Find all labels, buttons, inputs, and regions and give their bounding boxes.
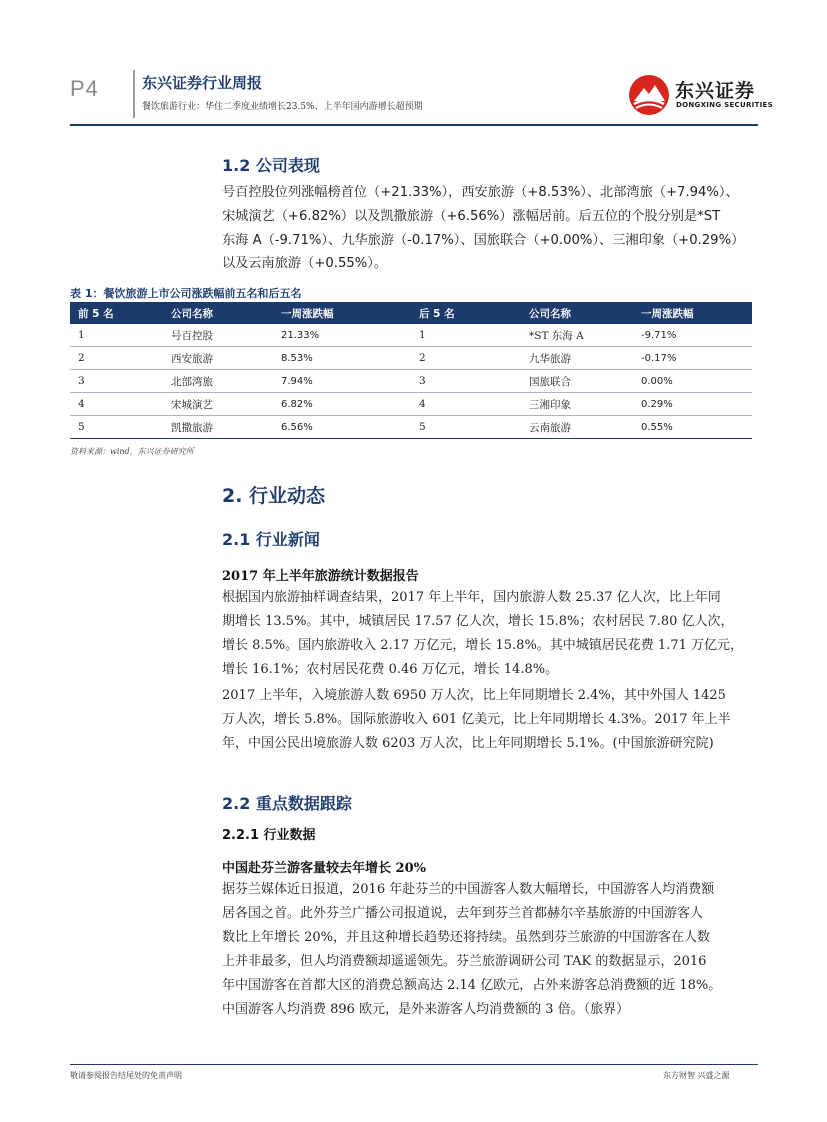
paragraph-line: 宋城演艺（+6.82%）以及凯撒旅游（+6.56%）涨幅居前。后五位的个股分别是*ST (222, 208, 721, 224)
paragraph-line: 期增长 13.5%。其中，城镇居民 17.57 亿人次，增长 15.8%；农村居民 7.80 亿人次， (222, 614, 734, 629)
rank-cell: 1 (70, 324, 163, 347)
change-cell: 0.29% (633, 393, 752, 416)
table-source: 资料来源：wind，东兴证券研究所 (70, 447, 194, 456)
table-row (70, 347, 752, 370)
change-cell: 8.53% (273, 347, 411, 370)
header-rule (70, 124, 758, 126)
change-cell: 0.55% (633, 416, 752, 439)
rank-cell: 4 (70, 393, 163, 416)
company-cell: 号百控股 (163, 324, 273, 347)
company-cell: *ST 东海 A (521, 324, 633, 347)
change-cell: 6.56% (273, 416, 411, 439)
footer-disclaimer: 敬请参阅报告结尾处的免责声明 (70, 1071, 182, 1080)
paragraph-line: 年中国游客在首都大区的消费总额高达 2.14 亿欧元，占外来游客总消费额的近 18%。 (222, 978, 722, 993)
logo-text-cn: 东兴证券 (675, 80, 756, 102)
dongxing-logo-icon (628, 74, 670, 116)
rank-cell: 3 (70, 370, 163, 393)
ranking-table (70, 302, 752, 439)
change-cell: -9.71% (633, 324, 752, 347)
paragraph-line: 增长 8.5%。国内旅游收入 2.17 万亿元，增长 15.8%。其中城镇居民花费 1.71 万亿元， (222, 638, 744, 653)
table-row (70, 370, 752, 393)
paragraph-line: 居各国之首。此外芬兰广播公司报道说，去年到芬兰首都赫尔辛基旅游的中国游客人 (222, 906, 704, 921)
change-cell: 6.82% (273, 393, 411, 416)
change-cell: 0.00% (633, 370, 752, 393)
rank-cell: 4 (411, 393, 521, 416)
section-heading-2-2-1: 2.2.1 行业数据 (222, 828, 316, 843)
header-bottom5: 后 5 名 (411, 302, 521, 324)
company-cell: 九华旅游 (521, 347, 633, 370)
company-cell: 凯撒旅游 (163, 416, 273, 439)
paragraph-line: 根据国内旅游抽样调查结果，2017 年上半年，国内旅游人数 25.37 亿人次，比上年同 (222, 590, 721, 605)
table-header-row (70, 302, 752, 324)
header-top5: 前 5 名 (70, 302, 163, 324)
table-caption: 表 1：餐饮旅游上市公司涨跌幅前五名和后五名 (70, 287, 302, 300)
header-company-name: 公司名称 (521, 302, 633, 324)
paragraph-line: 数比上年增长 20%，并且这种增长趋势还将持续。虽然到芬兰旅游的中国游客在人数 (222, 930, 711, 945)
paragraph-line: 上并非最多，但人均消费额却遥遥领先。芬兰旅游调研公司 TAK 的数据显示，2016 (222, 954, 707, 969)
header-weekly-change: 一周涨跌幅 (273, 302, 411, 324)
report-subtitle: 餐饮旅游行业：华住二季度业绩增长23.5%、上半年国内游增长超预期 (142, 102, 423, 112)
paragraph-line: 以及云南旅游（+0.55%）。 (222, 256, 388, 272)
company-performance-paragraph (222, 181, 767, 276)
paragraph-line: 2017 上半年，入境旅游人数 6950 万人次，比上年同期增长 2.4%，其中外国人 1425 (222, 688, 726, 703)
rank-cell: 5 (70, 416, 163, 439)
paragraph-line: 年，中国公民出境旅游人数 6203 万人次，比上年同期增长 5.1%。(中国旅游研究院) (222, 736, 714, 751)
company-cell: 北部湾旅 (163, 370, 273, 393)
footer-rule (70, 1064, 758, 1065)
company-cell: 国旅联合 (521, 370, 633, 393)
logo-text-en: DONGXING SECURITIES (676, 101, 773, 109)
rank-cell: 1 (411, 324, 521, 347)
finland-paragraph (222, 878, 767, 1022)
section-heading-1-2: 1.2 公司表现 (222, 156, 320, 175)
company-cell: 西安旅游 (163, 347, 273, 370)
paragraph-line: 增长 16.1%；农村居民花费 0.46 万亿元，增长 14.8%。 (222, 662, 559, 677)
header-divider (133, 70, 135, 118)
section-heading-2-2: 2.2 重点数据跟踪 (222, 794, 352, 813)
paragraph-line: 中国游客人均消费 896 欧元，是外来游客人均消费额的 3 倍。（旅界） (222, 1002, 630, 1017)
table-row (70, 324, 752, 347)
change-cell: -0.17% (633, 347, 752, 370)
table-row (70, 393, 752, 416)
table-row (70, 416, 752, 439)
header-company-name: 公司名称 (163, 302, 273, 324)
company-cell: 宋城演艺 (163, 393, 273, 416)
rank-cell: 2 (70, 347, 163, 370)
rank-cell: 2 (411, 347, 521, 370)
tourism-report-paragraph-2 (222, 684, 767, 756)
report-title: 东兴证券行业周报 (142, 74, 263, 92)
footer-slogan: 东方财智 兴盛之源 (663, 1071, 730, 1080)
tourism-report-paragraph-1 (222, 586, 767, 682)
rank-cell: 5 (411, 416, 521, 439)
rank-cell: 3 (411, 370, 521, 393)
news-title-finland: 中国赴芬兰游客量较去年增长 20% (222, 861, 426, 876)
paragraph-line: 东海 A（-9.71%）、九华旅游（-0.17%）、国旅联合（+0.00%）、三湘印象（+0.29%） (222, 232, 745, 248)
change-cell: 7.94% (273, 370, 411, 393)
change-cell: 21.33% (273, 324, 411, 347)
section-heading-2-1: 2.1 行业新闻 (222, 530, 320, 549)
paragraph-line: 万人次，增长 5.8%。国际旅游收入 601 亿美元，比上年同期增长 4.3%。2017 年上半 (222, 712, 731, 727)
paragraph-line: 据芬兰媒体近日报道，2016 年赴芬兰的中国游客人数大幅增长，中国游客人均消费额 (222, 882, 715, 897)
section-heading-2: 2. 行业动态 (222, 485, 326, 507)
paragraph-line: 号百控股位列涨幅榜首位（+21.33%），西安旅游（+8.53%）、北部湾旅（+7.94%）、 (222, 185, 739, 200)
company-cell: 三湘印象 (521, 393, 633, 416)
header-weekly-change: 一周涨跌幅 (633, 302, 752, 324)
company-cell: 云南旅游 (521, 416, 633, 439)
news-title-tourism-report: 2017 年上半年旅游统计数据报告 (222, 569, 419, 584)
page-number: P4 (70, 76, 99, 101)
